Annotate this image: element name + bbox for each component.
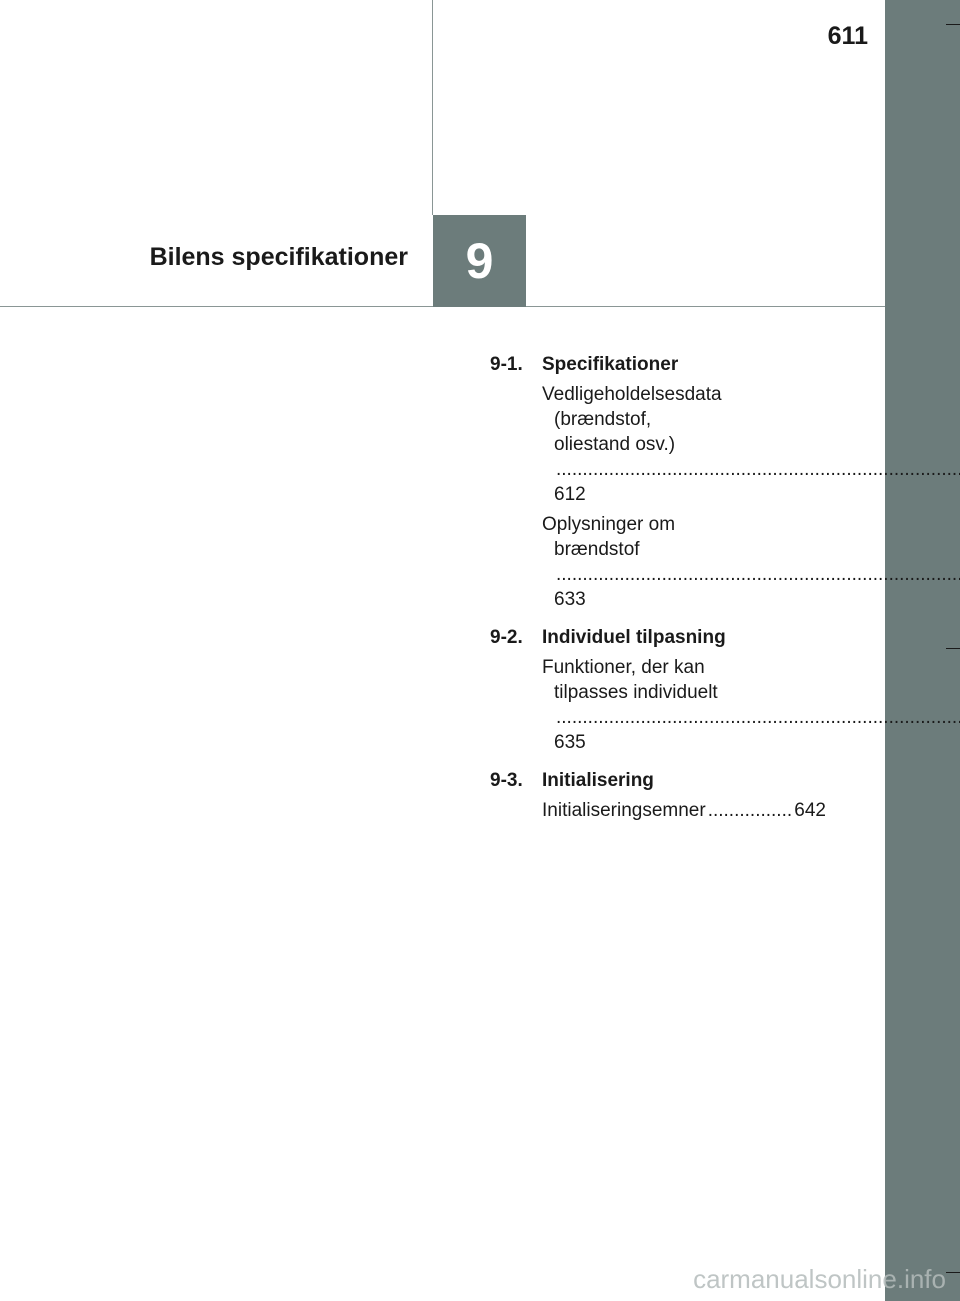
entry-last-line xyxy=(542,537,826,612)
chapter-number: 9 xyxy=(465,233,494,289)
entry-text-line: tilpasses individuelt xyxy=(554,682,718,703)
toc-section-heading[interactable] xyxy=(490,352,826,377)
dot-leader xyxy=(556,707,960,728)
chapter-side-band xyxy=(885,0,960,1301)
page-number: 611 xyxy=(827,22,868,50)
crop-mark-middle xyxy=(946,648,960,649)
chapter-title: Bilens specifikationer xyxy=(149,243,408,271)
watermark: carmanualsonline.info xyxy=(693,1264,946,1294)
toc-section-heading[interactable] xyxy=(490,768,826,793)
entry-last-line xyxy=(542,798,826,823)
entry-text-line: Vedligeholdelsesdata xyxy=(542,384,722,405)
dot-leader xyxy=(556,564,960,585)
entry-text-line: Initialiseringsemner xyxy=(542,800,706,821)
entry-page-number: 612 xyxy=(554,484,586,505)
toc-entry[interactable] xyxy=(542,655,826,755)
section-number: 9-3. xyxy=(490,770,523,791)
dot-leader xyxy=(708,798,793,823)
vertical-divider xyxy=(432,0,433,215)
crop-mark-bottom xyxy=(946,1272,960,1273)
entry-last-line xyxy=(542,432,826,507)
chapter-number-box xyxy=(433,215,526,307)
entry-last-line xyxy=(542,680,826,755)
crop-mark-top xyxy=(946,24,960,25)
section-number: 9-2. xyxy=(490,627,523,648)
entry-text-line: Funktioner, der kan xyxy=(542,657,705,678)
section-title: Specifikationer xyxy=(542,354,679,375)
entry-text-line: oliestand osv.) xyxy=(554,434,676,455)
entry-page-number: 633 xyxy=(554,589,586,610)
entry-page-number: 642 xyxy=(794,800,826,821)
toc-entry[interactable] xyxy=(542,512,826,612)
section-number: 9-1. xyxy=(490,354,523,375)
entry-text-line: (brændstof, xyxy=(554,409,652,430)
entry-text-line: Oplysninger om xyxy=(542,514,676,535)
entry-text-line: brændstof xyxy=(554,539,640,560)
entry-page-number: 635 xyxy=(554,732,586,753)
toc-entry[interactable] xyxy=(542,798,826,823)
dot-leader xyxy=(556,459,960,480)
section-title: Initialisering xyxy=(542,770,654,791)
section-title: Individuel tilpasning xyxy=(542,627,726,648)
toc-entry[interactable] xyxy=(542,382,826,507)
table-of-contents xyxy=(490,352,826,828)
toc-section-heading[interactable] xyxy=(490,625,826,650)
